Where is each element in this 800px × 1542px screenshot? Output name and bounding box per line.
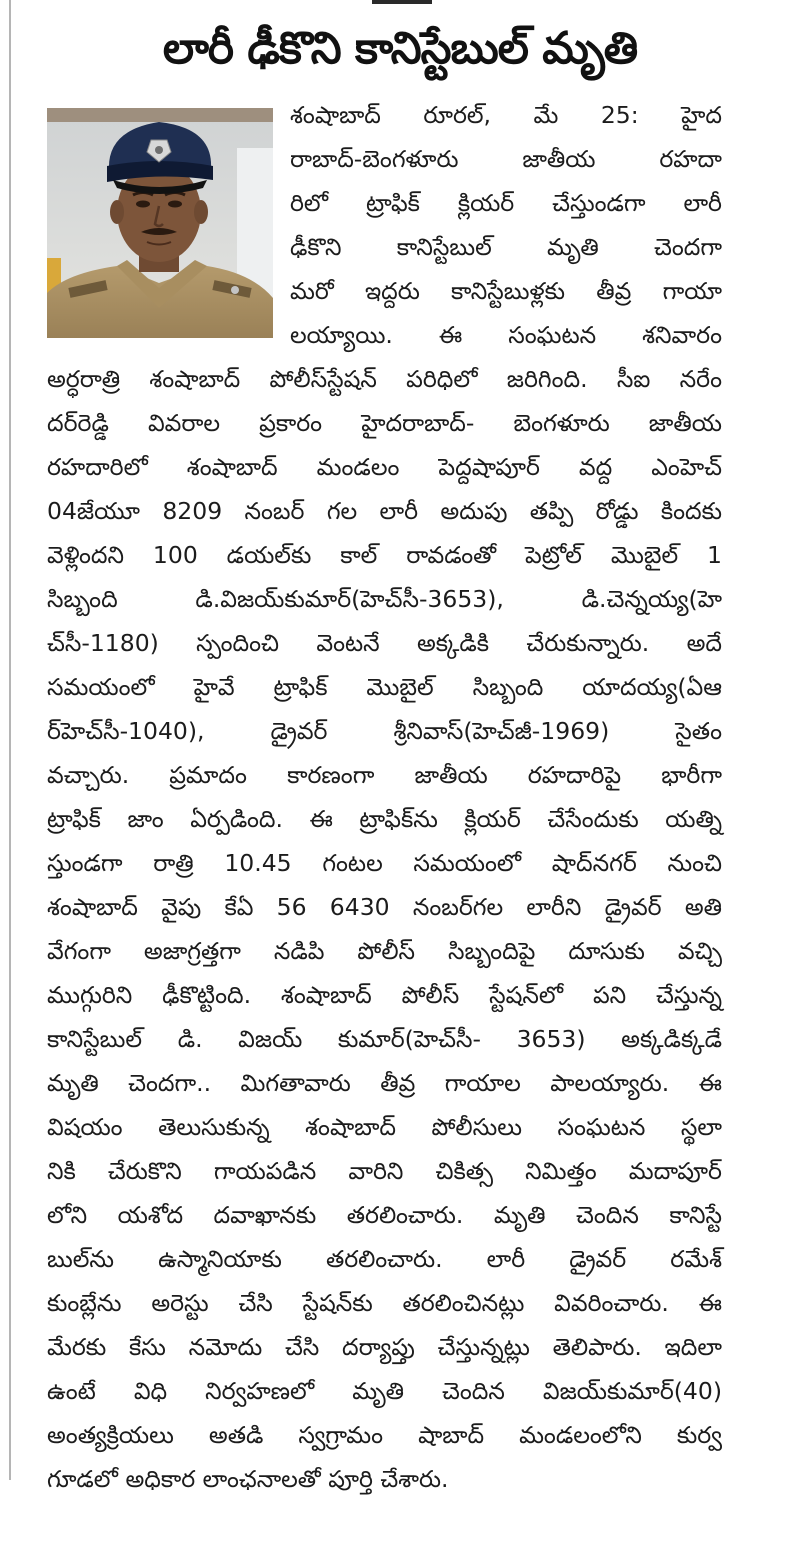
article-line: అంత్యక్రియలు అతడి స్వగ్రామం షాబాద్ మండలంలోని కుర్వ [47,1421,722,1449]
article-line: విషయం తెలుసుకున్న శంషాబాద్ పోలీసులు సంఘటన స్థలా [47,1113,722,1141]
article-line: బుల్‌ను ఉస్మానియాకు తరలించారు. లారీ డ్రైవర్ రమేశ్ [47,1245,722,1273]
article-line: రహదారిలో శంషాబాద్ మండలం పెద్దషాపూర్ వద్ద ఎంహెచ్ [47,453,722,481]
article-line: ముగ్గురిని ఢీకొట్టింది. శంషాబాద్ పోలీస్ స్టేషన్‌లో పని చేస్తున్న [47,981,722,1009]
article-line: దర్‌రెడ్డి వివరాల ప్రకారం హైదరాబాద్- బెంగళూరు జాతీయ [47,409,722,437]
article-line: వెళ్లిందని 100 డయల్‌కు కాల్ రావడంతో పెట్రోల్ మొబైల్ 1 [47,541,722,569]
article-line: శంషాబాద్ రూరల్, మే 25: హైద [290,101,722,129]
column-divider [9,0,11,1480]
article-line: అర్ధరాత్రి శంషాబాద్ పోలీస్‌స్టేషన్ పరిధిలో జరిగింది. సీఐ నరేం [47,365,722,393]
article-line: నికి చేరుకొని గాయపడిన వారిని చికిత్స నిమిత్తం మదాపూర్ [47,1157,722,1185]
article-line: వచ్చారు. ప్రమాదం కారణంగా జాతీయ రహదారిపై భారీగా [47,761,722,789]
article-line: కుంబ్లేను అరెస్టు చేసి స్టేషన్‌కు తరలించినట్లు వివరించారు. ఈ [47,1289,722,1317]
article-line: లయ్యాయి. ఈ సంఘటన శనివారం [290,321,722,349]
article-line: ర్‌హెచ్‌సీ-1040), డ్రైవర్ శ్రీనివాస్(హెచ్‌జీ-1969) సైతం [47,717,722,745]
article-line: కానిస్టేబుల్ డి. విజయ్ కుమార్(హెచ్‌సీ- 3653) అక్కడిక్కడే [47,1025,722,1053]
article-line: వేగంగా అజాగ్రత్తగా నడిపి పోలీస్ సిబ్బందిపై దూసుకు వచ్చి [47,937,722,965]
headline: లారీ ఢీకొని కానిస్టేబుల్ మృతి [162,23,638,74]
article-line: ఉంటే విధి నిర్వహణలో మృతి చెందిన విజయ్‌కుమార్(40) [47,1377,722,1405]
article-line: రిలో ట్రాఫిక్ క్లియర్ చేస్తుండగా లారీ [290,189,722,217]
article-line: మేరకు కేసు నమోదు చేసి దర్యాప్తు చేస్తున్నట్లు తెలిపారు. ఇదిలా [47,1333,722,1361]
article-line: శంషాబాద్ వైపు కేఏ 56 6430 నంబర్‌గల లారీని డ్రైవర్ అతి [47,893,722,921]
article-line: లోని యశోద దవాఖానకు తరలించారు. మృతి చెందిన కానిస్టే [47,1201,722,1229]
article-line: సమయంలో హైవే ట్రాఫిక్ మొబైల్ సిబ్బంది యాదయ్య(ఏఆ [47,673,722,701]
article-line: ట్రాఫిక్ జాం ఏర్పడింది. ఈ ట్రాఫిక్‌ను క్లియర్ చేసేందుకు యత్ని [47,805,722,833]
article-line: మృతి చెందగా.. మిగతావారు తీవ్ర గాయాల పాలయ్యారు. ఈ [47,1069,722,1097]
article-line: చ్‌సీ-1180) స్పందించి వెంటనే అక్కడికి చేరుకున్నారు. అదే [47,629,722,657]
article-line: ఢీకొని కానిస్టేబుల్ మృతి చెందగా [290,233,722,261]
article-line: 04జేయూ 8209 నంబర్ గల లారీ అదుపు తప్పి రోడ్డు కిందకు [47,497,722,525]
article-line: సిబ్బంది డి.విజయ్‌కుమార్(హెచ్‌సీ-3653), డి.చెన్నయ్య(హె [47,585,722,613]
previous-article-fragment [372,0,432,4]
article-line: గూడలో అధికార లాంఛనాలతో పూర్తి చేశారు. [47,1465,449,1493]
article-line: మరో ఇద్దరు కానిస్టేబుళ్లకు తీవ్ర గాయా [290,277,722,305]
portrait-photo-icon [47,108,273,338]
article-line: స్తుండగా రాత్రి 10.45 గంటల సమయంలో షాద్‌నగర్ నుంచి [47,849,722,877]
constable-photo [47,108,273,338]
article-line: రాబాద్-బెంగళూరు జాతీయ రహదా [290,145,722,173]
